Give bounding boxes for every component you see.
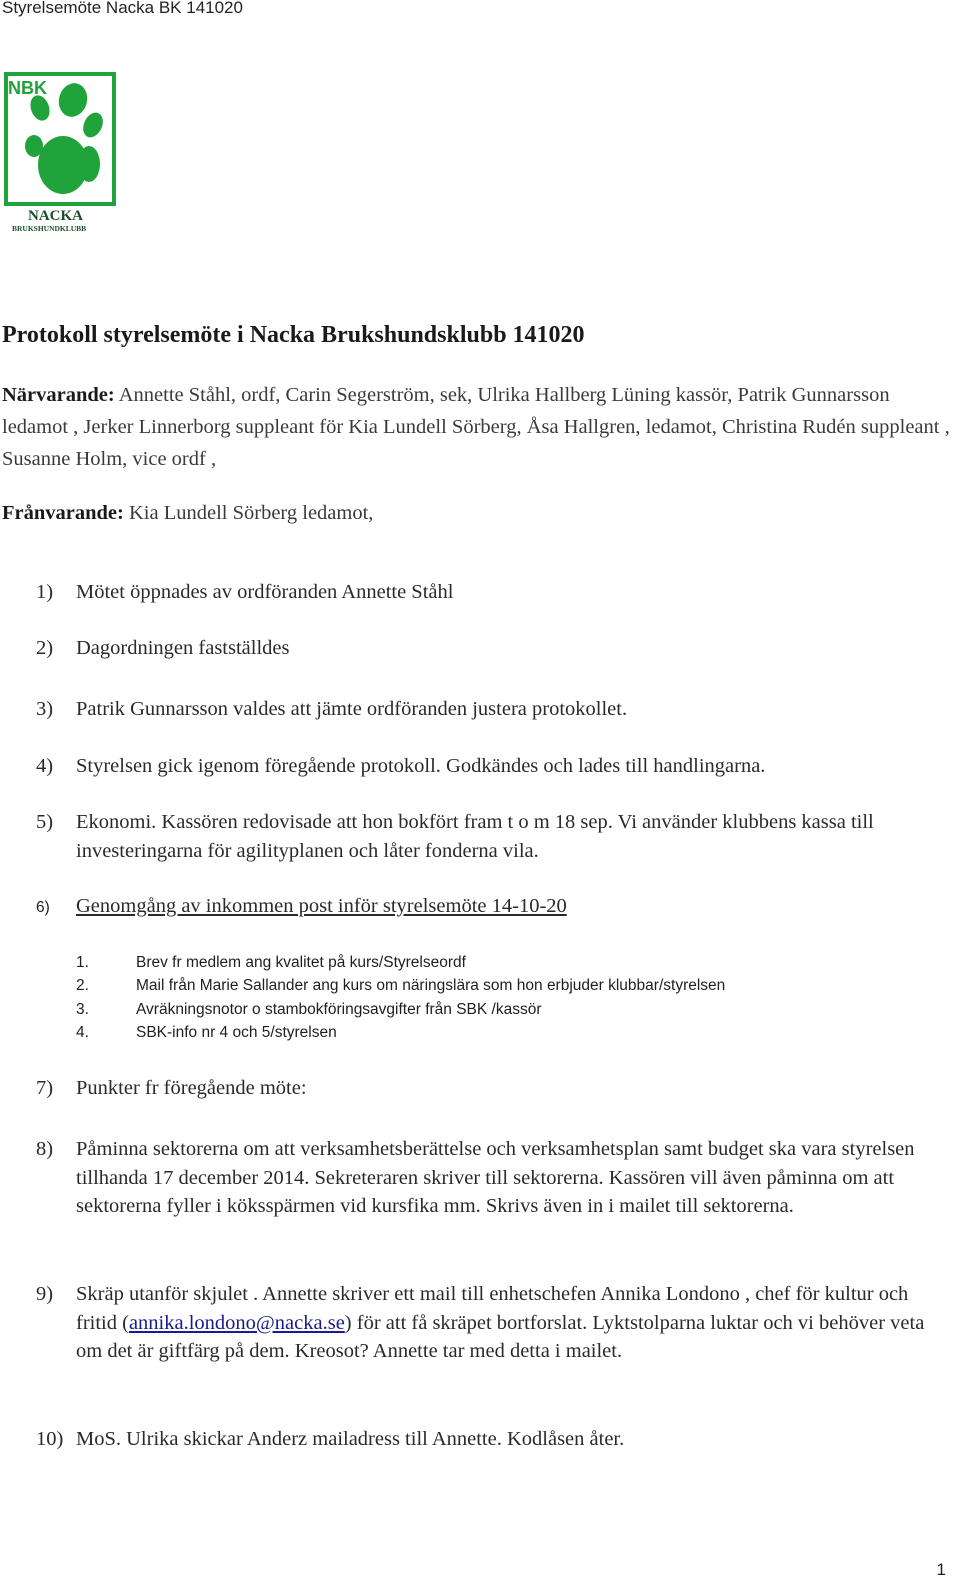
svg-text:NACKA: NACKA [28, 208, 83, 224]
item-text: Dagordningen fastställdes [76, 637, 290, 659]
list-item: 1. Brev fr medlem ang kvalitet på kurs/Styrelseordf [76, 954, 466, 971]
svg-text:NBK: NBK [8, 78, 47, 98]
item-number: 2) [36, 637, 54, 659]
incoming-post-list [76, 951, 956, 1045]
absent-text: Kia Lundell Sörberg ledamot, [128, 502, 374, 524]
item-number: 4) [36, 755, 54, 777]
item-number: 10) [36, 1428, 64, 1450]
absent-label: Frånvarande: [2, 502, 124, 524]
attendees-paragraph [2, 379, 952, 475]
page-header: Styrelsemöte Nacka BK 141020 [2, 0, 243, 17]
item-number: 8) [36, 1138, 54, 1160]
svg-text:BRUKSHUNDKLUBB: BRUKSHUNDKLUBB [12, 224, 87, 233]
club-logo [0, 68, 128, 236]
item-text: Ekonomi. Kassören redovisade att hon bokfört fram t o m 18 sep. Vi använder klubbens kassa till investeringarna för agilityplanen och låter fonderna vila. [76, 811, 874, 862]
list-item: 2. Mail från Marie Sallander ang kurs om näringslära som hon erbjuder klubbar/styrelsen [76, 977, 726, 995]
item-text: Mötet öppnades av ordföranden Annette Ståhl [76, 581, 454, 603]
list-item: 4. SBK-info nr 4 och 5/styrelsen [76, 1024, 337, 1042]
document-title: Protokoll styrelsemöte i Nacka Brukshundsklubb 141020 [2, 322, 585, 348]
item-number: 5) [36, 811, 54, 833]
item-text: Påminna sektorerna om att verksamhetsberättelse och verksamhetsplan samt budget ska vara styrelsen tillhanda 17 december 2014. Sekreteraren skriver till sektorerna. Kassören vill även påminna om att sektorerna fyller i köksspärmen vid kursfika mm. Skrivs även in i mailet till sektorerna. [76, 1138, 915, 1217]
attendees-text: Annette Ståhl, ordf, Carin Segerström, sek, Ulrika Hallberg Lüning kassör, Patrik Gunnarsson ledamot , Jerker Linnerborg suppleant för Kia Lundell Sörberg, Åsa Hallgren, ledamot, Christina Rudén suppleant , Susanne Holm, vice ordf , [2, 384, 950, 470]
email-link[interactable]: annika.londono@nacka.se [128, 1311, 345, 1334]
absent-paragraph [2, 497, 952, 529]
item-text: Patrik Gunnarsson valdes att jämte ordföranden justera protokollet. [76, 698, 628, 720]
page-number: 1 [936, 1560, 946, 1579]
list-item: 3. Avräkningsnotor o stambokföringsavgifter från SBK /kassör [76, 1000, 542, 1018]
item-text: Punkter fr föregående möte: [76, 1077, 307, 1099]
item-text: MoS. Ulrika skickar Anderz mailadress till Annette. Kodlåsen åter. [76, 1428, 625, 1450]
item-text: Skräp utanför skjulet . Annette skriver ett mail till enhetschefen Annika Londono , chef för kultur och fritid (annika.londono@nacka.se) för att få skräpet bortforslat. Lyktstolparna luktar och vi behöver veta om det är giftfärg på dem. Kreosot? Annette tar med detta i mailet. [76, 1283, 925, 1362]
item-number: 7) [36, 1077, 54, 1099]
item-text: Genomgång av inkommen post inför styrelsemöte 14-10-20 [76, 895, 567, 917]
item-number: 1) [36, 581, 54, 603]
item-number: 3) [36, 698, 54, 720]
attendees-label: Närvarande: [2, 384, 115, 406]
item-number: 9) [36, 1283, 54, 1305]
item-number: 6) [36, 899, 50, 916]
item-text: Styrelsen gick igenom föregående protokoll. Godkändes och lades till handlingarna. [76, 755, 766, 777]
paw-logo-icon [0, 68, 128, 236]
